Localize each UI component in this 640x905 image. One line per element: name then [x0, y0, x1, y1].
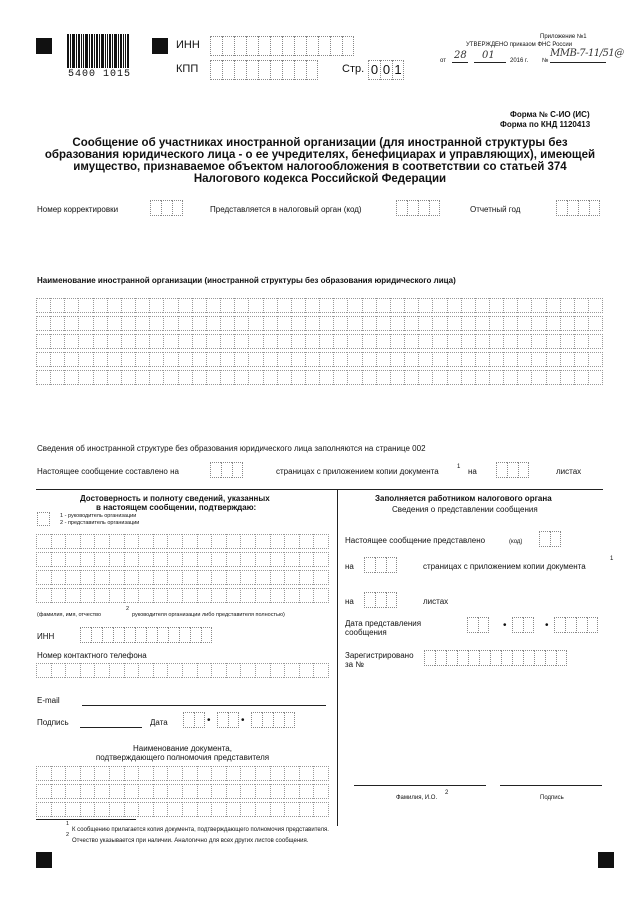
presented-code: (код) [509, 539, 523, 545]
footnote-divider [36, 819, 136, 820]
corner-marker-top-mid [152, 38, 168, 54]
page-digit-2: 0 [380, 60, 392, 80]
inn-cells[interactable] [210, 36, 354, 56]
barcode-digits: 5400 1015 [68, 69, 132, 80]
order-month: 01 [482, 50, 495, 61]
composed-sup: 1 [457, 464, 461, 470]
date-sep-2: • [241, 715, 245, 726]
confirm-heading-2: в настоящем сообщении, подтверждаю: [96, 503, 257, 512]
inn-label: ИНН [176, 39, 200, 51]
barcode [67, 34, 135, 74]
order-number: ММВ-7-11/51@ [550, 48, 624, 59]
right-pages-sup: 1 [610, 556, 614, 562]
corner-marker-bottom-left [36, 852, 52, 868]
fio-note-sup: 2 [126, 606, 130, 612]
tax-officer-subheading: Сведения о представлении сообщения [392, 505, 538, 514]
column-divider [337, 489, 338, 826]
composed-pages-cells[interactable] [210, 462, 243, 478]
fio-note-a: (фамилия, имя, отчество [37, 612, 102, 618]
email-field[interactable] [82, 705, 326, 706]
right-na-2: на [345, 597, 354, 606]
tax-officer-heading: Заполняется работником налогового органа [375, 494, 552, 503]
presented-code-cells[interactable] [539, 531, 561, 547]
signer-type-cell[interactable] [37, 512, 50, 526]
order-from-label: от [440, 58, 446, 64]
confirm-heading-1: Достоверность и полноту сведений, указанных [80, 494, 270, 503]
fio-note-b: руководителя организации либо представителя полностью) [132, 612, 285, 618]
email-label: E-mail [37, 696, 60, 705]
presentation-date-label-2: сообщения [345, 628, 387, 637]
order-year: 2016 г. [510, 58, 529, 64]
page-digit-3: 1 [392, 60, 404, 80]
structure-note: Сведения об иностранной структуре без образования юридического лица заполняются на странице 002 [37, 444, 426, 453]
order-month-underline [474, 62, 506, 63]
sign-label: Подпись [37, 718, 69, 727]
footnote-1-number: 1 [66, 821, 70, 827]
doc-label-1: Наименование документа, [133, 744, 232, 753]
section-divider [36, 489, 603, 490]
corner-marker-top-left [36, 38, 52, 54]
date-month-cells[interactable] [217, 712, 239, 728]
right-sheets-label: листах [423, 597, 449, 606]
registration-number-cells[interactable] [424, 650, 567, 666]
presentation-year-cells[interactable] [554, 617, 598, 633]
tax-organ-cells[interactable] [396, 200, 440, 216]
officer-fio-line[interactable] [354, 785, 486, 786]
presentation-date-sep-2: • [545, 620, 549, 631]
presentation-date-label-1: Дата представления [345, 619, 422, 628]
doc-label-2: подтверждающего полномочия представителя [95, 753, 270, 762]
presentation-month-cells[interactable] [512, 617, 534, 633]
form-name: Форма № С-ИО (ИС) [510, 110, 590, 119]
approved-note: УТВЕРЖДЕНО приказом ФНС России [466, 42, 573, 48]
right-pages-label: страницах с приложением копии документа [423, 562, 586, 571]
footnote-1-text: К сообщению прилагается копия документа, подтверждающего полномочия представителя. [72, 827, 329, 833]
date-year-cells[interactable] [251, 712, 295, 728]
date-sep-1: • [207, 715, 211, 726]
composed-prefix: Настоящее сообщение составлено на [37, 467, 179, 476]
year-cells[interactable] [556, 200, 600, 216]
officer-sign-label: Подпись [540, 795, 564, 801]
order-day: 28 [454, 50, 467, 61]
signer-inn-label: ИНН [37, 632, 55, 641]
kpp-cells[interactable] [210, 60, 318, 80]
signer-signature-line[interactable] [80, 727, 142, 728]
appendix-note: Приложение №1 [540, 34, 587, 40]
correction-label: Номер корректировки [37, 205, 119, 214]
composed-suffix: листах [556, 467, 582, 476]
presented-pages-cells[interactable] [364, 557, 397, 573]
form-title: Сообщение об участниках иностранной организации (для иностранной структуры без образования юридического лица - о ее учредителях, бенефициарах и управляющих), имеющей имущество, признаваемое объектом налогообложения в соответствии со статьей 374 Налогового кодекса Российской Федерации [44, 137, 596, 185]
registered-label-2: за № [345, 660, 364, 669]
signer-inn-cells[interactable] [80, 627, 212, 643]
date-label: Дата [150, 718, 168, 727]
right-na-1: на [345, 562, 354, 571]
presented-sheets-cells[interactable] [364, 592, 397, 608]
phone-label: Номер контактного телефона [37, 651, 147, 660]
composed-middle: страницах с приложением копии документа [276, 467, 439, 476]
registered-label-1: Зарегистрировано [345, 651, 414, 660]
order-day-underline [452, 62, 468, 63]
page-digit-1: 0 [368, 60, 380, 80]
page-label: Стр. [342, 63, 365, 75]
correction-cells[interactable] [150, 200, 183, 216]
tax-organ-label: Представляется в налоговый орган (код) [210, 205, 362, 214]
presented-label: Настоящее сообщение представлено [345, 536, 486, 545]
officer-signature-line[interactable] [500, 785, 602, 786]
footnote-2-text: Отчество указывается при наличии. Аналогично для всех других листов сообщения. [72, 838, 309, 844]
signer-option-2: 2 - представитель организации [60, 520, 140, 526]
footnote-2-number: 2 [66, 832, 70, 838]
signer-option-1: 1 - руководитель организации [60, 513, 137, 519]
date-day-cells[interactable] [183, 712, 205, 728]
org-name-label: Наименование иностранной организации (иностранной структуры без образования юридического лица) [37, 276, 456, 285]
officer-fio-sup: 2 [445, 790, 449, 796]
year-label: Отчетный год [470, 205, 521, 214]
order-number-underline [550, 62, 606, 63]
page-number-cells [368, 60, 404, 80]
corner-marker-bottom-right [598, 852, 614, 868]
composed-sheets-cells[interactable] [496, 462, 529, 478]
presentation-day-cells[interactable] [467, 617, 489, 633]
order-no-label: № [542, 58, 549, 64]
presentation-date-sep-1: • [503, 620, 507, 631]
composed-na: на [468, 467, 477, 476]
officer-fio-label: Фамилия, И.О. [396, 795, 438, 801]
form-knd: Форма по КНД 1120413 [500, 120, 591, 129]
kpp-label: КПП [176, 63, 199, 75]
